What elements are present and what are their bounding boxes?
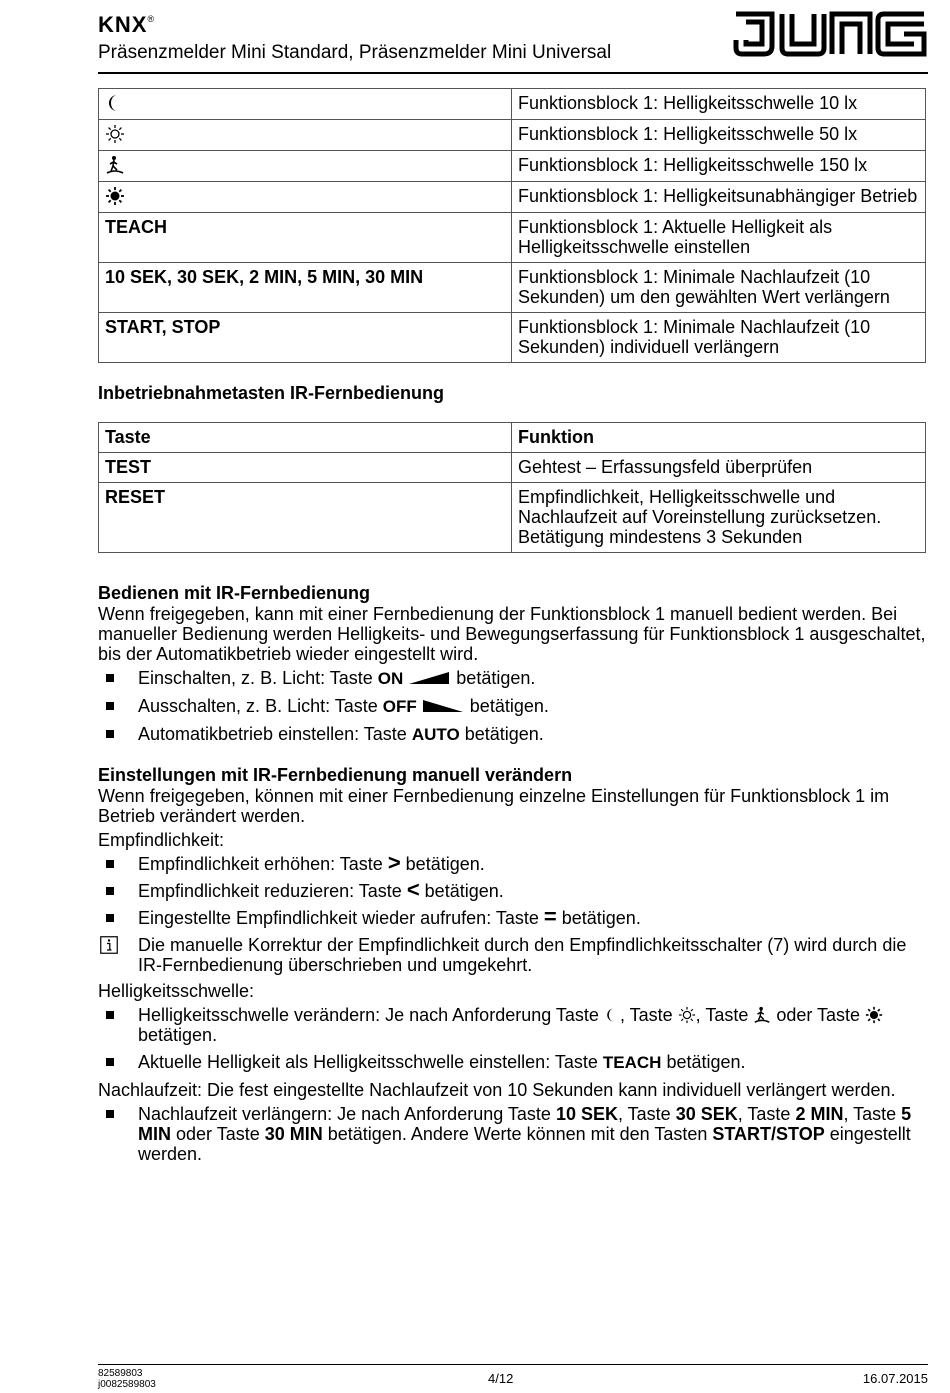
key-label: ON [377, 669, 404, 688]
section-heading-inbetriebnahme: Inbetriebnahmetasten IR-Fernbedienung [98, 383, 445, 403]
commissioning-keys-table [98, 422, 926, 553]
document-number: j0082589803 [98, 1379, 156, 1390]
info-icon [100, 936, 118, 954]
footer-rule [98, 1364, 928, 1365]
article-number: 82589803 [98, 1368, 143, 1379]
function-cell: Funktionsblock 1: Helligkeitsschwelle 10 lx [512, 89, 926, 120]
function-cell: Funktionsblock 1: Aktuelle Helligkeit als Helligkeitsschwelle einstellen [512, 213, 926, 263]
key-label: AUTO [411, 725, 460, 744]
key-cell: TEACH [99, 213, 512, 263]
bullet-list [98, 850, 928, 929]
key-label: = [543, 904, 557, 929]
list-item: Eingestellte Empfindlichkeit wieder aufrufen: Taste = betätigen. [98, 908, 928, 928]
list-item: Empfindlichkeit erhöhen: Taste > betätigen. [98, 854, 928, 874]
ramp-up-icon [407, 671, 451, 685]
moon-icon [105, 93, 125, 113]
table-row [99, 263, 926, 313]
key-label: 10 SEK [555, 1104, 618, 1124]
page-number: 4/12 [488, 1371, 514, 1386]
list-item: Einschalten, z. B. Licht: Taste ON betätigen. [98, 668, 928, 689]
function-cell: Funktionsblock 1: Helligkeitsschwelle 50 lx [512, 120, 926, 151]
jung-logo [732, 10, 928, 58]
knx-logo: KNX® [98, 12, 156, 37]
document-codes [98, 1368, 156, 1390]
column-header-key: Taste [99, 423, 512, 453]
sub-label-helligkeit: Helligkeitsschwelle: [98, 981, 255, 1001]
list-item: Helligkeitsschwelle verändern: Je nach Anforderung Taste , Taste , Taste oder Taste betätigen. [98, 1005, 928, 1045]
list-item: Empfindlichkeit reduzieren: Taste < betätigen. [98, 881, 928, 901]
page-header [98, 10, 928, 76]
key-cell: START, STOP [99, 313, 512, 363]
sun-outline-icon [105, 124, 125, 144]
key-cell [99, 151, 512, 182]
table-row [99, 182, 926, 213]
key-label: 30 SEK [675, 1104, 738, 1124]
key-label: 30 MIN [264, 1124, 323, 1144]
list-item: Aktuelle Helligkeit als Helligkeitsschwelle einstellen: Taste TEACH betätigen. [98, 1052, 928, 1073]
info-note: Die manuelle Korrektur der Empfindlichkeit durch den Empfindlichkeitsschalter (7) wird durch die IR-Fernbedienung überschrieben und umgekehrt. [98, 935, 928, 975]
list-item: Automatikbetrieb einstellen: Taste AUTO betätigen. [98, 724, 928, 745]
function-cell: Funktionsblock 1: Minimale Nachlaufzeit (10 Sekunden) individuell verlängern [512, 313, 926, 363]
function-cell: Funktionsblock 1: Minimale Nachlaufzeit (10 Sekunden) um den gewählten Wert verlängern [512, 263, 926, 313]
list-item: Nachlaufzeit verlängern: Je nach Anforderung Taste 10 SEK, Taste 30 SEK, Taste 2 MIN, Taste 5 MIN oder Taste 30 MIN betätigen. Andere Werte können mit den Tasten START/STOP eingestellt werden. [98, 1104, 928, 1164]
header-rule [98, 72, 928, 74]
function-cell: Funktionsblock 1: Helligkeitsschwelle 150 lx [512, 151, 926, 182]
key-label: < [406, 877, 420, 902]
key-label: START/STOP [712, 1124, 825, 1144]
table-row [99, 89, 926, 120]
key-cell: RESET [99, 483, 512, 553]
person-walking-icon [105, 155, 125, 175]
table-row [99, 313, 926, 363]
key-cell [99, 89, 512, 120]
key-cell: TEST [99, 453, 512, 483]
key-label: 5 MIN [138, 1104, 912, 1144]
page-footer [98, 1368, 928, 1390]
key-cell [99, 182, 512, 213]
key-label: OFF [382, 697, 417, 716]
paragraph: Wenn freigegeben, können mit einer Fernbedienung einzelne Einstellungen für Funktionsblock 1 im Betrieb verändert werden. [98, 786, 890, 826]
document-date: 16.07.2015 [862, 1371, 928, 1386]
function-cell: Empfindlichkeit, Helligkeitsschwelle und Nachlaufzeit auf Voreinstellung zurücksetzen. Betätigung mindestens 3 Sekunden [512, 483, 926, 553]
key-cell: 10 SEK, 30 SEK, 2 MIN, 5 MIN, 30 MIN [99, 263, 512, 313]
table-row [99, 483, 926, 553]
moon-icon [604, 1007, 620, 1023]
column-header-function: Funktion [512, 423, 926, 453]
sun-outline-icon [678, 1006, 696, 1024]
sun-filled-icon [105, 186, 125, 206]
paragraph: Nachlaufzeit: Die fest eingestellte Nachlaufzeit von 10 Sekunden kann individuell verlängert werden. [98, 1080, 896, 1100]
key-label: 2 MIN [795, 1104, 844, 1124]
function-cell: Funktionsblock 1: Helligkeitsunabhängiger Betrieb [512, 182, 926, 213]
person-walking-icon [753, 1006, 771, 1024]
list-item: Ausschalten, z. B. Licht: Taste OFF betätigen. [98, 696, 928, 717]
key-function-table [98, 88, 926, 363]
content [98, 88, 928, 1171]
sub-label-empfindlichkeit: Empfindlichkeit: [98, 830, 225, 850]
table-row [99, 453, 926, 483]
table-header-row [99, 423, 926, 453]
paragraph: Wenn freigegeben, kann mit einer Fernbedienung der Funktionsblock 1 manuell bedient werden. Bei manueller Bedienung werden Helligkeits- und Bewegungserfassung für Funktionsblock 1 ausgeschaltet, bis der Automatikbetrieb wieder eingestellt wird. [98, 604, 926, 664]
bullet-list [98, 1005, 928, 1073]
key-cell [99, 120, 512, 151]
sun-filled-icon [865, 1006, 883, 1024]
key-label: > [387, 850, 401, 875]
section-heading-einstellungen: Einstellungen mit IR-Fernbedienung manuell verändern [98, 765, 573, 785]
bullet-list [98, 1104, 928, 1164]
table-row [99, 120, 926, 151]
bullet-list [98, 668, 928, 745]
function-cell: Gehtest – Erfassungsfeld überprüfen [512, 453, 926, 483]
table-row [99, 213, 926, 263]
key-label: TEACH [602, 1053, 662, 1072]
table-row [99, 151, 926, 182]
ramp-down-icon [421, 699, 465, 713]
document-title: Präsenzmelder Mini Standard, Präsenzmelder Mini Universal [98, 42, 612, 63]
section-heading-bedienen: Bedienen mit IR-Fernbedienung [98, 583, 371, 603]
